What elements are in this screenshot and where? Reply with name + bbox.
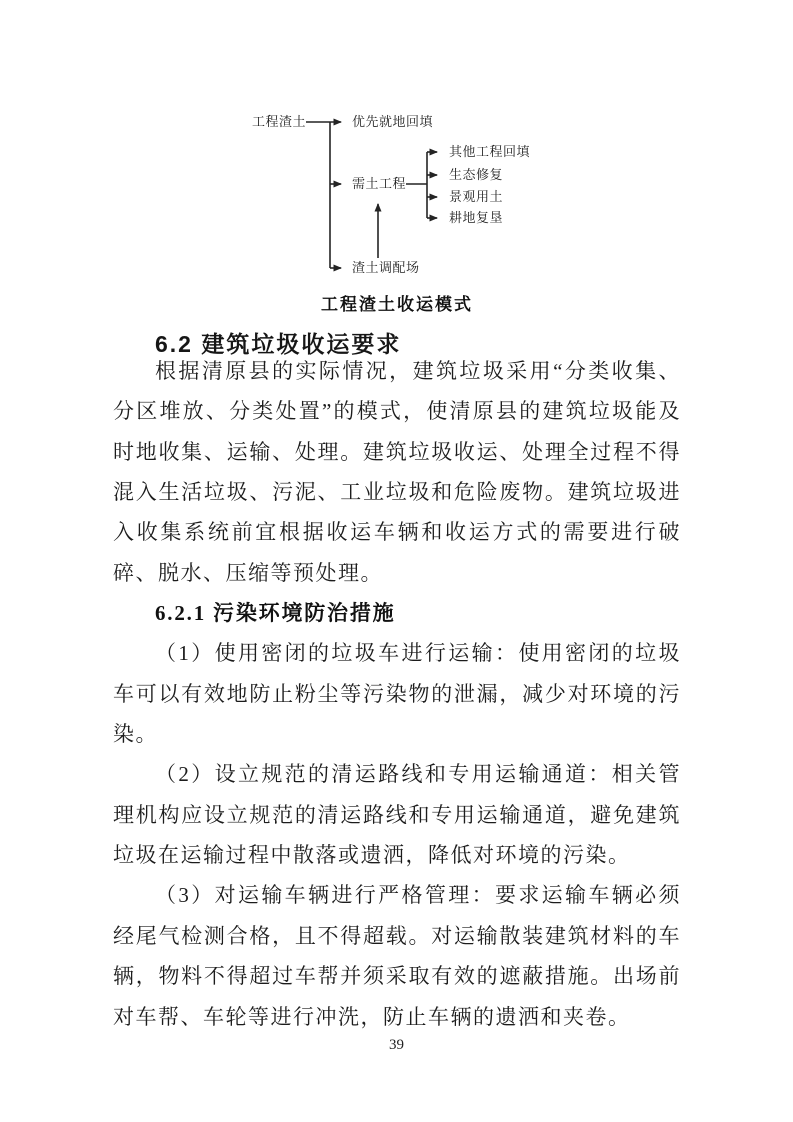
paragraph-intro: 根据清原县的实际情况，建筑垃圾采用“分类收集、分区堆放、分类处置”的模式，使清原县的建筑垃圾能及时地收集、运输、处理。建筑垃圾收运、处理全过程不得混入生活垃圾、污泥、工业垃圾和危险废物。建筑垃圾进入收集系统前宜根据收运车辆和收运方式的需要进行破碎、脱水、压缩等预处理。 — [113, 359, 681, 585]
page-number: 39 — [389, 1037, 404, 1053]
node-other-project-backfill: 其他工程回填 — [449, 144, 531, 159]
node-muck-dispatch-yard: 渣土调配场 — [352, 260, 420, 275]
node-farmland-reclamation: 耕地复垦 — [449, 210, 504, 225]
node-priority-backfill: 优先就地回填 — [352, 114, 434, 129]
figure-caption: 工程渣土收运模式 — [321, 295, 473, 314]
node-ecological-restoration: 生态修复 — [449, 167, 504, 182]
node-engineering-muck: 工程渣土 — [252, 114, 307, 129]
section-heading-6-2: 6.2 建筑垃圾收运要求 — [155, 331, 402, 357]
body-text — [113, 351, 681, 1037]
node-landscape-soil: 景观用土 — [449, 189, 504, 204]
muck-flowchart — [0, 0, 793, 300]
paragraph-item-1: （1）使用密闭的垃圾车进行运输：使用密闭的垃圾车可以有效地防止粉尘等污染物的泄漏，减少对环境的污染。 — [113, 641, 681, 747]
paragraph-item-3: （3）对运输车辆进行严格管理：要求运输车辆必须经尾气检测合格，且不得超载。对运输散装建筑材料的车辆，物料不得超过车帮并须采取有效的遮蔽措施。出场前对车帮、车轮等进行冲洗，防止车辆的遗洒和夹卷。 — [113, 883, 681, 1029]
section-heading-6-2-1: 6.2.1 污染环境防治措施 — [155, 601, 396, 626]
node-soil-needing-project: 需土工程 — [352, 176, 407, 191]
paragraph-item-2: （2）设立规范的清运路线和专用运输通道：相关管理机构应设立规范的清运路线和专用运输通道，避免建筑垃圾在运输过程中散落或遗洒，降低对环境的污染。 — [113, 762, 681, 868]
